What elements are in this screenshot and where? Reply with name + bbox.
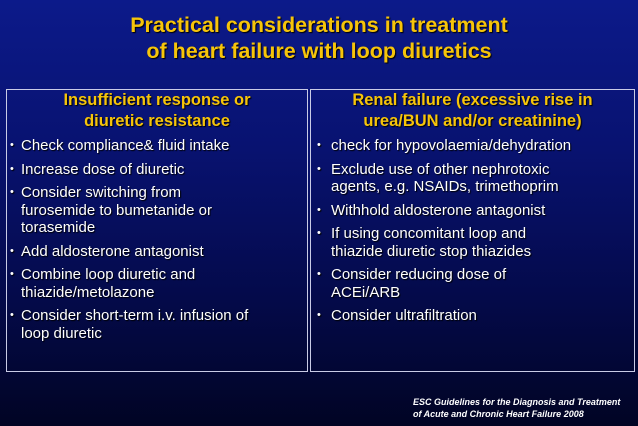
slide-title	[0, 12, 638, 64]
list-item	[7, 266, 307, 301]
bullet-icon: •	[317, 309, 321, 321]
list-item-text: Consider switching from furosemide to bumetanide or torasemide	[21, 184, 212, 236]
list-item	[311, 161, 634, 196]
slide-title-line-2: of heart failure with loop diuretics	[146, 39, 492, 63]
bullet-icon: •	[10, 139, 14, 151]
list-item-text: Consider short-term i.v. infusion of loop diuretic	[21, 307, 249, 342]
list-item	[7, 307, 307, 342]
source-citation-line-1: ESC Guidelines for the Diagnosis and Treatment	[413, 397, 621, 407]
list-item	[311, 202, 634, 220]
panel-heading-line-1: Insufficient response or	[63, 91, 251, 109]
list-item-text: If using concomitant loop and thiazide diuretic stop thiazides	[331, 225, 532, 260]
list-item	[311, 266, 634, 301]
insufficient-response-heading	[7, 90, 307, 132]
source-citation-line-2: of Acute and Chronic Heart Failure 2008	[413, 409, 584, 419]
slide-title-line-1: Practical considerations in treatment	[130, 13, 508, 37]
bullet-icon: •	[317, 268, 321, 280]
list-item-text: Consider ultrafiltration	[331, 307, 477, 324]
bullet-icon: •	[317, 203, 321, 216]
source-citation	[413, 396, 620, 420]
insufficient-response-panel	[6, 89, 308, 372]
renal-failure-panel	[310, 89, 635, 372]
list-item	[311, 307, 634, 325]
list-item	[311, 225, 634, 260]
list-item-text: Combine loop diuretic and thiazide/metolazone	[21, 266, 196, 301]
list-item	[311, 137, 634, 155]
list-item	[7, 243, 307, 261]
panel-heading-line-2: diuretic resistance	[84, 112, 230, 130]
bullet-icon: •	[317, 162, 321, 175]
renal-failure-list	[311, 137, 634, 325]
list-item-text: Check compliance& fluid intake	[21, 137, 230, 154]
list-item-text: Exclude use of other nephrotoxic agents, e.g. NSAIDs, trimethoprim	[331, 160, 559, 195]
list-item-text: check for hypovolaemia/dehydration	[331, 137, 572, 154]
bullet-icon: •	[10, 268, 14, 280]
renal-failure-heading	[311, 90, 634, 132]
bullet-icon: •	[10, 244, 14, 257]
list-item-text: Increase dose of diuretic	[21, 160, 185, 178]
list-item-text: Consider reducing dose of ACEi/ARB	[331, 266, 507, 301]
list-item	[7, 161, 307, 179]
bullet-icon: •	[317, 139, 321, 151]
list-item-text: Withhold aldosterone antagonist	[331, 201, 546, 219]
insufficient-response-list	[7, 137, 307, 342]
list-item-text: Add aldosterone antagonist	[21, 242, 204, 260]
bullet-icon: •	[10, 309, 14, 321]
list-item	[7, 137, 307, 155]
bullet-icon: •	[10, 186, 14, 198]
bullet-icon: •	[10, 162, 14, 175]
bullet-icon: •	[317, 227, 321, 239]
panel-heading-line-2: urea/BUN and/or creatinine)	[363, 112, 582, 130]
list-item	[7, 184, 307, 237]
panel-heading-line-1: Renal failure (excessive rise in	[352, 91, 593, 109]
